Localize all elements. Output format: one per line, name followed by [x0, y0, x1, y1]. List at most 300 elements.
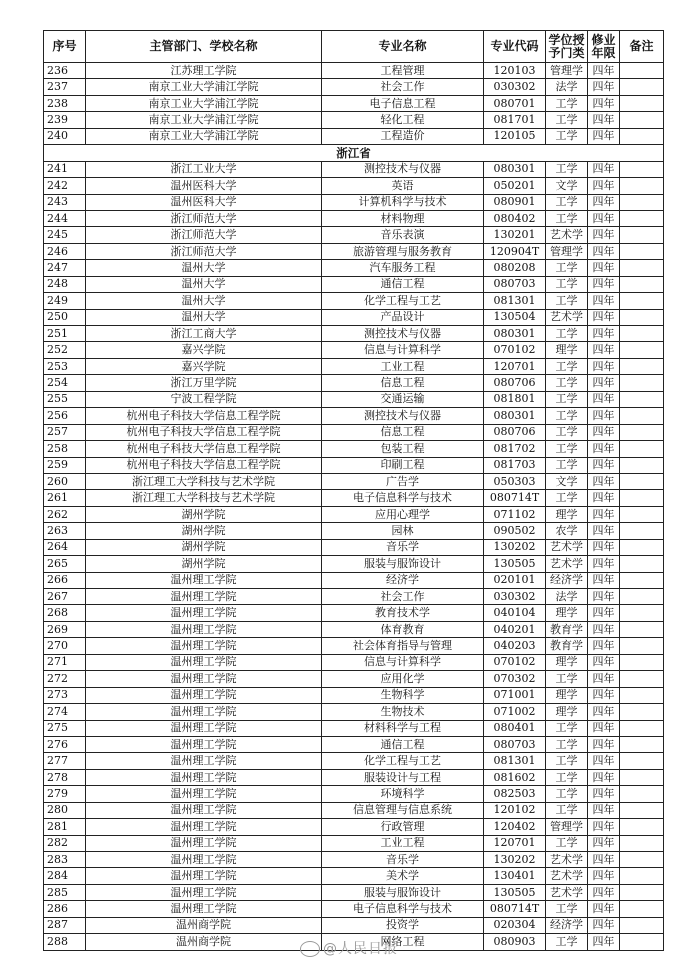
cell-major: 电子信息科学与技术 — [322, 901, 484, 917]
table-row — [44, 473, 664, 489]
cell-code: 081801 — [484, 391, 546, 407]
cell-code: 020101 — [484, 572, 546, 588]
cell-seq: 238 — [44, 95, 86, 111]
cell-note — [620, 589, 664, 605]
cell-years: 四年 — [588, 441, 620, 457]
cell-years: 四年 — [588, 786, 620, 802]
cell-code: 082503 — [484, 786, 546, 802]
cell-years: 四年 — [588, 835, 620, 851]
table-row — [44, 375, 664, 391]
cell-seq: 267 — [44, 589, 86, 605]
cell-years: 四年 — [588, 819, 620, 835]
cell-seq: 240 — [44, 128, 86, 144]
cell-seq: 286 — [44, 901, 86, 917]
cell-code: 080703 — [484, 276, 546, 292]
table-row — [44, 819, 664, 835]
table-header-row — [44, 31, 664, 63]
cell-major: 音乐学 — [322, 539, 484, 555]
cell-degree: 工学 — [546, 95, 588, 111]
table-row — [44, 490, 664, 506]
cell-years: 四年 — [588, 375, 620, 391]
cell-note — [620, 769, 664, 785]
cell-seq: 239 — [44, 112, 86, 128]
table-row — [44, 654, 664, 670]
cell-years: 四年 — [588, 802, 620, 818]
cell-degree: 理学 — [546, 605, 588, 621]
cell-code: 130201 — [484, 227, 546, 243]
cell-school: 温州理工学院 — [86, 868, 322, 884]
table-row — [44, 605, 664, 621]
cell-seq: 278 — [44, 769, 86, 785]
cell-school: 温州理工学院 — [86, 720, 322, 736]
cell-note — [620, 868, 664, 884]
cell-school: 浙江师范大学 — [86, 227, 322, 243]
cell-degree: 工学 — [546, 490, 588, 506]
table-row — [44, 128, 664, 144]
cell-code: 080401 — [484, 720, 546, 736]
cell-years: 四年 — [588, 621, 620, 637]
cell-years: 四年 — [588, 852, 620, 868]
table-row — [44, 720, 664, 736]
table-row — [44, 556, 664, 572]
cell-major: 信息与计算科学 — [322, 342, 484, 358]
cell-years: 四年 — [588, 884, 620, 900]
cell-note — [620, 539, 664, 555]
table-row — [44, 424, 664, 440]
cell-years: 四年 — [588, 358, 620, 374]
cell-degree: 工学 — [546, 802, 588, 818]
cell-code: 080301 — [484, 408, 546, 424]
cell-major: 行政管理 — [322, 819, 484, 835]
cell-degree: 工学 — [546, 375, 588, 391]
cell-major: 电子信息科学与技术 — [322, 490, 484, 506]
cell-note — [620, 112, 664, 128]
cell-major: 教育技术学 — [322, 605, 484, 621]
cell-degree: 文学 — [546, 473, 588, 489]
cell-seq: 261 — [44, 490, 86, 506]
cell-school: 嘉兴学院 — [86, 358, 322, 374]
cell-seq: 259 — [44, 457, 86, 473]
cell-years: 四年 — [588, 63, 620, 79]
cell-seq: 275 — [44, 720, 86, 736]
cell-seq: 271 — [44, 654, 86, 670]
table-row — [44, 293, 664, 309]
cell-note — [620, 375, 664, 391]
cell-years: 四年 — [588, 161, 620, 177]
cell-code: 130504 — [484, 309, 546, 325]
cell-major: 英语 — [322, 178, 484, 194]
cell-years: 四年 — [588, 457, 620, 473]
cell-major: 社会工作 — [322, 79, 484, 95]
cell-years: 四年 — [588, 490, 620, 506]
header-years-text: 修业年限 — [591, 32, 616, 60]
cell-major: 经济学 — [322, 572, 484, 588]
table-row — [44, 63, 664, 79]
cell-note — [620, 671, 664, 687]
table-row — [44, 852, 664, 868]
cell-code: 081703 — [484, 457, 546, 473]
cell-seq: 253 — [44, 358, 86, 374]
cell-school: 杭州电子科技大学信息工程学院 — [86, 424, 322, 440]
cell-years: 四年 — [588, 523, 620, 539]
cell-major: 材料科学与工程 — [322, 720, 484, 736]
cell-code: 120701 — [484, 835, 546, 851]
cell-major: 网络工程 — [322, 934, 484, 950]
cell-school: 温州医科大学 — [86, 178, 322, 194]
cell-note — [620, 408, 664, 424]
cell-degree: 艺术学 — [546, 309, 588, 325]
cell-years: 四年 — [588, 753, 620, 769]
cell-school: 温州理工学院 — [86, 802, 322, 818]
table-row — [44, 194, 664, 210]
table-row — [44, 408, 664, 424]
cell-note — [620, 178, 664, 194]
cell-years: 四年 — [588, 326, 620, 342]
cell-seq: 258 — [44, 441, 86, 457]
cell-code: 071002 — [484, 704, 546, 720]
cell-years: 四年 — [588, 720, 620, 736]
cell-degree: 艺术学 — [546, 227, 588, 243]
cell-major: 生物技术 — [322, 704, 484, 720]
cell-note — [620, 243, 664, 259]
cell-school: 南京工业大学浦江学院 — [86, 112, 322, 128]
cell-school: 南京工业大学浦江学院 — [86, 95, 322, 111]
cell-note — [620, 161, 664, 177]
cell-major: 工程管理 — [322, 63, 484, 79]
cell-seq: 237 — [44, 79, 86, 95]
cell-school: 温州医科大学 — [86, 194, 322, 210]
cell-degree: 工学 — [546, 408, 588, 424]
cell-major: 社会体育指导与管理 — [322, 638, 484, 654]
cell-school: 温州理工学院 — [86, 786, 322, 802]
cell-code: 030302 — [484, 589, 546, 605]
table-row — [44, 210, 664, 226]
cell-school: 温州理工学院 — [86, 671, 322, 687]
cell-code: 080703 — [484, 736, 546, 752]
cell-years: 四年 — [588, 276, 620, 292]
cell-years: 四年 — [588, 210, 620, 226]
cell-years: 四年 — [588, 194, 620, 210]
cell-major: 服装与服饰设计 — [322, 884, 484, 900]
table-row — [44, 161, 664, 177]
table-row — [44, 621, 664, 637]
table-row — [44, 227, 664, 243]
cell-major: 应用化学 — [322, 671, 484, 687]
cell-school: 南京工业大学浦江学院 — [86, 79, 322, 95]
cell-years: 四年 — [588, 868, 620, 884]
cell-note — [620, 424, 664, 440]
cell-major: 印刷工程 — [322, 457, 484, 473]
cell-degree: 理学 — [546, 506, 588, 522]
cell-code: 070302 — [484, 671, 546, 687]
cell-note — [620, 358, 664, 374]
cell-code: 030302 — [484, 79, 546, 95]
cell-years: 四年 — [588, 704, 620, 720]
cell-degree: 文学 — [546, 178, 588, 194]
cell-years: 四年 — [588, 654, 620, 670]
cell-degree: 工学 — [546, 210, 588, 226]
cell-school: 杭州电子科技大学信息工程学院 — [86, 441, 322, 457]
cell-school: 浙江工商大学 — [86, 326, 322, 342]
table-row — [44, 243, 664, 259]
cell-note — [620, 638, 664, 654]
cell-seq: 245 — [44, 227, 86, 243]
cell-degree: 艺术学 — [546, 556, 588, 572]
table-row — [44, 638, 664, 654]
cell-code: 120402 — [484, 819, 546, 835]
cell-degree: 工学 — [546, 835, 588, 851]
cell-years: 四年 — [588, 293, 620, 309]
cell-years: 四年 — [588, 917, 620, 933]
cell-code: 020304 — [484, 917, 546, 933]
cell-years: 四年 — [588, 128, 620, 144]
cell-note — [620, 753, 664, 769]
table-row — [44, 671, 664, 687]
cell-degree: 工学 — [546, 457, 588, 473]
cell-note — [620, 556, 664, 572]
cell-code: 071102 — [484, 506, 546, 522]
table-row — [44, 358, 664, 374]
cell-degree: 经济学 — [546, 572, 588, 588]
cell-major: 包装工程 — [322, 441, 484, 457]
cell-degree: 经济学 — [546, 917, 588, 933]
cell-major: 音乐表演 — [322, 227, 484, 243]
cell-major: 汽车服务工程 — [322, 260, 484, 276]
table-row — [44, 687, 664, 703]
cell-degree: 管理学 — [546, 243, 588, 259]
cell-school: 杭州电子科技大学信息工程学院 — [86, 408, 322, 424]
cell-degree: 工学 — [546, 671, 588, 687]
cell-seq: 285 — [44, 884, 86, 900]
cell-major: 服装与服饰设计 — [322, 556, 484, 572]
cell-years: 四年 — [588, 95, 620, 111]
table-row — [44, 868, 664, 884]
cell-school: 温州理工学院 — [86, 621, 322, 637]
cell-major: 产品设计 — [322, 309, 484, 325]
cell-school: 浙江工业大学 — [86, 161, 322, 177]
cell-note — [620, 128, 664, 144]
cell-years: 四年 — [588, 79, 620, 95]
watermark — [300, 938, 398, 958]
cell-school: 温州理工学院 — [86, 852, 322, 868]
cell-school: 湖州学院 — [86, 523, 322, 539]
cell-seq: 268 — [44, 605, 86, 621]
header-code: 专业代码 — [484, 31, 546, 63]
cell-major: 计算机科学与技术 — [322, 194, 484, 210]
cell-major: 工业工程 — [322, 358, 484, 374]
cell-major: 信息与计算科学 — [322, 654, 484, 670]
cell-school: 温州理工学院 — [86, 704, 322, 720]
cell-school: 湖州学院 — [86, 506, 322, 522]
cell-degree: 理学 — [546, 342, 588, 358]
cell-major: 化学工程与工艺 — [322, 293, 484, 309]
cell-seq: 244 — [44, 210, 86, 226]
cell-code: 080208 — [484, 260, 546, 276]
cell-seq: 277 — [44, 753, 86, 769]
cell-school: 浙江理工大学科技与艺术学院 — [86, 473, 322, 489]
cell-note — [620, 260, 664, 276]
cell-degree: 工学 — [546, 391, 588, 407]
cell-note — [620, 852, 664, 868]
cell-code: 080402 — [484, 210, 546, 226]
majors-table — [43, 30, 664, 951]
cell-years: 四年 — [588, 243, 620, 259]
cell-school: 温州理工学院 — [86, 884, 322, 900]
cell-years: 四年 — [588, 934, 620, 950]
cell-seq: 251 — [44, 326, 86, 342]
cell-years: 四年 — [588, 178, 620, 194]
cell-school: 宁波工程学院 — [86, 391, 322, 407]
cell-degree: 农学 — [546, 523, 588, 539]
cell-major: 信息管理与信息系统 — [322, 802, 484, 818]
cell-note — [620, 441, 664, 457]
cell-years: 四年 — [588, 309, 620, 325]
cell-note — [620, 572, 664, 588]
cell-major: 旅游管理与服务教育 — [322, 243, 484, 259]
cell-code: 071001 — [484, 687, 546, 703]
cell-seq: 265 — [44, 556, 86, 572]
cell-school: 湖州学院 — [86, 556, 322, 572]
cell-degree: 艺术学 — [546, 868, 588, 884]
cell-school: 湖州学院 — [86, 539, 322, 555]
cell-school: 温州理工学院 — [86, 769, 322, 785]
cell-seq: 282 — [44, 835, 86, 851]
cell-major: 化学工程与工艺 — [322, 753, 484, 769]
table-row — [44, 95, 664, 111]
header-degree — [546, 31, 588, 63]
table-row — [44, 523, 664, 539]
cell-seq: 260 — [44, 473, 86, 489]
cell-seq: 272 — [44, 671, 86, 687]
cell-school: 浙江理工大学科技与艺术学院 — [86, 490, 322, 506]
cell-degree: 教育学 — [546, 621, 588, 637]
cell-degree: 工学 — [546, 720, 588, 736]
cell-seq: 255 — [44, 391, 86, 407]
cell-school: 温州理工学院 — [86, 589, 322, 605]
cell-degree: 法学 — [546, 79, 588, 95]
table-row — [44, 79, 664, 95]
cell-note — [620, 473, 664, 489]
cell-school: 温州理工学院 — [86, 819, 322, 835]
cell-years: 四年 — [588, 260, 620, 276]
cell-years: 四年 — [588, 506, 620, 522]
table-body-jiangsu — [44, 63, 664, 145]
cell-school: 温州商学院 — [86, 917, 322, 933]
cell-code: 130505 — [484, 884, 546, 900]
cell-major: 信息工程 — [322, 424, 484, 440]
table-row — [44, 391, 664, 407]
cell-code: 130202 — [484, 539, 546, 555]
cell-note — [620, 227, 664, 243]
cell-major: 服装设计与工程 — [322, 769, 484, 785]
province-row — [44, 145, 664, 161]
cell-code: 120103 — [484, 63, 546, 79]
cell-code: 080701 — [484, 95, 546, 111]
cell-note — [620, 704, 664, 720]
cell-seq: 284 — [44, 868, 86, 884]
cell-degree: 教育学 — [546, 638, 588, 654]
cell-code: 070102 — [484, 342, 546, 358]
cell-major: 测控技术与仪器 — [322, 326, 484, 342]
cell-school: 温州大学 — [86, 293, 322, 309]
cell-note — [620, 621, 664, 637]
cell-note — [620, 210, 664, 226]
cell-degree: 工学 — [546, 358, 588, 374]
cell-seq: 249 — [44, 293, 86, 309]
cell-degree: 工学 — [546, 786, 588, 802]
cell-degree: 法学 — [546, 589, 588, 605]
cell-degree: 工学 — [546, 260, 588, 276]
cell-seq: 257 — [44, 424, 86, 440]
cell-degree: 工学 — [546, 161, 588, 177]
cell-note — [620, 457, 664, 473]
cell-degree: 管理学 — [546, 819, 588, 835]
cell-code: 081301 — [484, 293, 546, 309]
cell-code: 120102 — [484, 802, 546, 818]
cell-code: 080706 — [484, 424, 546, 440]
cell-code: 130202 — [484, 852, 546, 868]
cell-school: 杭州电子科技大学信息工程学院 — [86, 457, 322, 473]
cell-note — [620, 523, 664, 539]
cell-seq: 264 — [44, 539, 86, 555]
cell-major: 美术学 — [322, 868, 484, 884]
table-row — [44, 572, 664, 588]
cell-note — [620, 835, 664, 851]
cell-years: 四年 — [588, 408, 620, 424]
cell-degree: 工学 — [546, 424, 588, 440]
cell-degree: 工学 — [546, 441, 588, 457]
table-row — [44, 753, 664, 769]
table-row — [44, 506, 664, 522]
cell-major: 交通运输 — [322, 391, 484, 407]
cell-degree: 理学 — [546, 654, 588, 670]
table-row — [44, 457, 664, 473]
cell-note — [620, 490, 664, 506]
cell-degree: 工学 — [546, 326, 588, 342]
cell-seq: 287 — [44, 917, 86, 933]
cell-degree: 工学 — [546, 112, 588, 128]
header-seq: 序号 — [44, 31, 86, 63]
cell-note — [620, 934, 664, 950]
cell-code: 050303 — [484, 473, 546, 489]
cell-major: 工业工程 — [322, 835, 484, 851]
cell-school: 温州理工学院 — [86, 687, 322, 703]
cell-degree: 工学 — [546, 128, 588, 144]
header-school: 主管部门、学校名称 — [86, 31, 322, 63]
cell-years: 四年 — [588, 589, 620, 605]
cell-note — [620, 901, 664, 917]
cell-school: 南京工业大学浦江学院 — [86, 128, 322, 144]
cell-years: 四年 — [588, 391, 620, 407]
cell-years: 四年 — [588, 112, 620, 128]
cell-years: 四年 — [588, 473, 620, 489]
cell-code: 130505 — [484, 556, 546, 572]
cell-years: 四年 — [588, 605, 620, 621]
cell-seq: 269 — [44, 621, 86, 637]
cell-years: 四年 — [588, 227, 620, 243]
cell-years: 四年 — [588, 342, 620, 358]
cell-major: 测控技术与仪器 — [322, 408, 484, 424]
cell-code: 080901 — [484, 194, 546, 210]
cell-major: 生物科学 — [322, 687, 484, 703]
table-row — [44, 917, 664, 933]
cell-code: 090502 — [484, 523, 546, 539]
cell-code: 080301 — [484, 161, 546, 177]
header-major: 专业名称 — [322, 31, 484, 63]
cell-seq: 243 — [44, 194, 86, 210]
cell-degree: 工学 — [546, 934, 588, 950]
cell-note — [620, 506, 664, 522]
